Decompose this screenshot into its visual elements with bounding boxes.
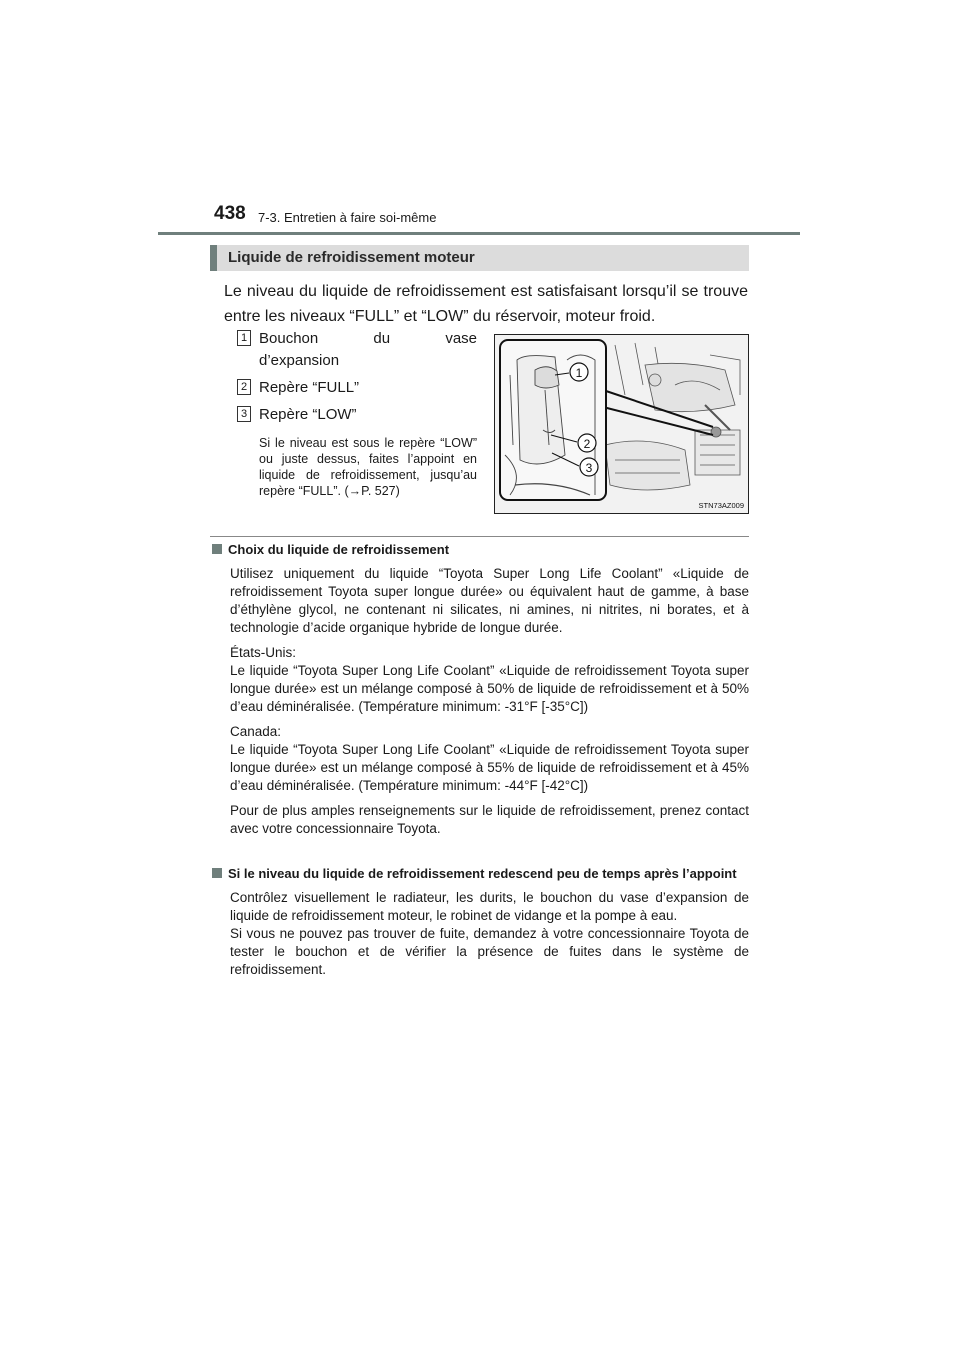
intro-paragraph: Le niveau du liquide de refroidissement est satisfaisant lorsqu’il se trouve entre les niveaux “FULL” et “LOW” du réservoir, moteur froid.	[224, 283, 748, 325]
subsection-title-text: Si le niveau du liquide de refroidissement redescend peu de temps après l’appoint	[228, 866, 737, 881]
callout-label-continued: d’expansion	[259, 352, 340, 369]
section-divider	[210, 536, 749, 537]
callout-label: Repère “LOW”	[259, 406, 357, 423]
figure-code: STN73AZ009	[698, 501, 744, 510]
square-bullet-icon	[212, 868, 222, 878]
engine-bay-drawing	[495, 335, 748, 513]
figure-label-2: 2	[583, 437, 591, 451]
subsection-coolant-drop	[212, 865, 749, 979]
coolant-note: Si le niveau est sous le repère “LOW” ou juste dessus, faites l’appoint en liquide de refroidissement, jusqu’au repère “FULL”. (→P. 527)	[259, 436, 477, 498]
paragraph: Contrôlez visuellement le radiateur, les durits, le bouchon du vase d’expansion de liquide de refroidissement moteur, le robinet de vidange et la pompe à eau.	[230, 890, 749, 923]
figure-label-3: 3	[585, 461, 593, 475]
region-label: États-Unis:	[230, 645, 297, 660]
engine-bay-illustration	[494, 334, 749, 514]
paragraph: Le liquide “Toyota Super Long Life Coolant” «Liquide de refroidissement Toyota super longue durée» est un mélange composé à 50% de liquide de refroidissement et à 50% d’eau déminéralisée. (Température minimum: -31°F [-35°C])	[230, 663, 749, 714]
section-path: 7-3. Entretien à faire soi-même	[258, 210, 437, 225]
callout-number: 1	[237, 330, 251, 346]
callout-1	[237, 328, 477, 372]
callout-label: Bouchon du vase	[259, 330, 477, 347]
callout-2	[237, 377, 477, 399]
callout-number: 2	[237, 379, 251, 395]
subsection-coolant-choice	[212, 541, 749, 838]
header-rule	[158, 232, 800, 235]
figure-label-1: 1	[575, 366, 583, 380]
subsection-title	[212, 865, 749, 882]
callout-label: Repère “FULL”	[259, 379, 360, 396]
paragraph: Utilisez uniquement du liquide “Toyota Super Long Life Coolant” «Liquide de refroidissement Toyota super longue durée» ou équivalent haut de gamme, à base d’éthylène glycol, ne contenant ni silicates, ni amines, ni nitrites, ni borates, et à technologie d’acide organique hybride de longue durée.	[230, 566, 749, 635]
callout-number: 3	[237, 406, 251, 422]
paragraph: Le liquide “Toyota Super Long Life Coolant” «Liquide de refroidissement Toyota super longue durée» est un mélange composé à 55% de liquide de refroidissement et à 45% d’eau déminéralisée. (Température minimum: -44°F [-42°C])	[230, 742, 749, 793]
section-heading: Liquide de refroidissement moteur	[210, 245, 749, 271]
paragraph: Pour de plus amples renseignements sur le liquide de refroidissement, prenez contact avec votre concessionnaire Toyota.	[230, 803, 749, 836]
subsection-title	[212, 541, 749, 558]
square-bullet-icon	[212, 544, 222, 554]
callout-3	[237, 404, 477, 426]
subsection-title-text: Choix du liquide de refroidissement	[228, 542, 450, 557]
region-label: Canada:	[230, 724, 282, 739]
page-number: 438	[214, 203, 246, 224]
paragraph: Si vous ne pouvez pas trouver de fuite, demandez à votre concessionnaire Toyota de tester le bouchon et de vérifier la présence de fuites dans le système de refroidissement.	[230, 926, 749, 977]
